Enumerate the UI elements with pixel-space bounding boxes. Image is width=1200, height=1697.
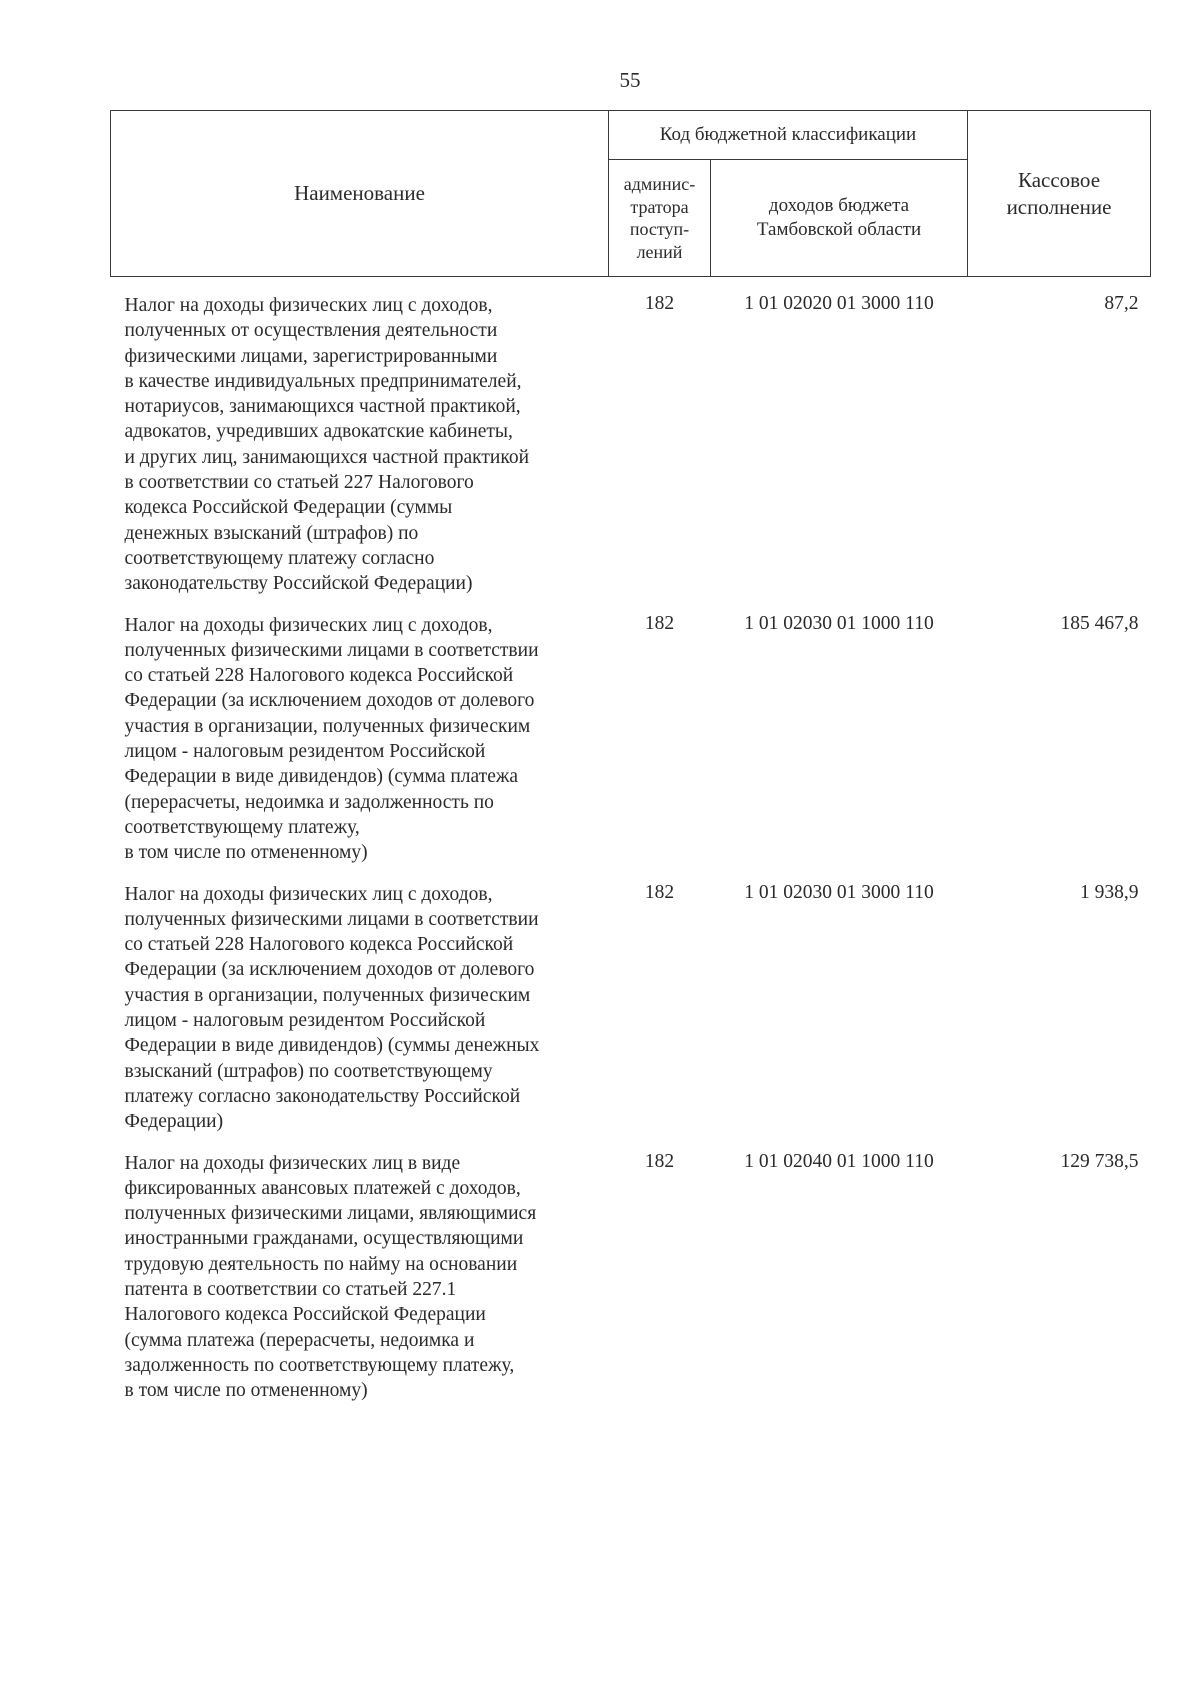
row-name-line: физическими лицами, зарегистрированными [124,345,498,367]
row-name [111,277,609,597]
row-name-line: платежу согласно законодательству Российской [124,1085,521,1107]
row-name-line: Налог на доходы физических лиц с доходов, [124,295,493,316]
row-name-line: со статьей 228 Налогового кодекса Российской [124,934,514,956]
row-name-line: Налогового кодекса Российской Федерации [124,1304,486,1326]
row-admin-code: 182 [644,1150,675,1172]
row-name [111,866,609,1135]
row-name-line: в том числе по отмененному) [124,842,368,864]
row-name-line: Федерации (за исключением доходов от долевого [124,959,535,981]
header-execution-line: Кассовое [1017,168,1101,193]
row-name-line: соответствующему платежу, [124,816,360,838]
header-execution-line: исполнение [1006,194,1112,219]
row-name-line: в том числе по отмененному) [124,1380,368,1402]
row-name-line: адвокатов, учредивших адвокатские кабинеты, [124,421,513,443]
row-name-line: патента в соответствии со статьей 227.1 [124,1278,457,1300]
row-name-line: иностранными гражданами, осуществляющими [124,1228,524,1250]
row-income-code: 1 01 02040 01 1000 110 [744,1150,934,1172]
table-row [111,866,1151,1135]
row-name-line: в качестве индивидуальных предпринимателей, [124,370,522,392]
header-name: Наименование [111,111,609,277]
row-name-line: трудовую деятельность по найму на основании [124,1253,518,1275]
header-admin-line: лений [636,241,683,262]
row-name-line: нотариусов, занимающихся частной практикой, [124,396,521,418]
header-income [711,160,968,277]
row-name-line: фиксированных авансовых платежей с доходов, [124,1177,521,1199]
row-name-line: кодекса Российской Федерации (суммы [124,497,453,519]
table-header [111,111,1151,277]
header-admin-line: поступ- [629,219,690,239]
row-name-line: участия в организации, полученных физическим [124,715,531,737]
row-name-line: Налог на доходы физических лиц в виде [124,1152,461,1174]
row-name-line: и других лиц, занимающихся частной практикой [124,446,530,468]
row-name [111,597,609,866]
row-name-line: законодательству Российской Федерации) [124,573,473,595]
page-number: 55 [619,68,641,92]
table-row [111,597,1151,866]
row-name-line: полученных от осуществления деятельности [124,320,498,342]
row-name-line: Федерации (за исключением доходов от долевого [124,690,535,712]
row-name-line: соответствующему платежу согласно [124,547,435,569]
row-amount: 1 938,9 [1080,881,1139,903]
row-name [111,1135,609,1404]
row-income-code: 1 01 02020 01 3000 110 [744,293,934,314]
header-income-line: доходов бюджета [768,195,910,217]
header-income-line: Тамбовской области [756,219,922,240]
row-income-code: 1 01 02030 01 1000 110 [744,612,934,634]
row-name-line: участия в организации, полученных физическим [124,984,531,1006]
row-name-line: Федерации в виде дивидендов) (суммы денежных [124,1035,540,1057]
row-name-line: лицом - налоговым резидентом Российской [124,741,486,763]
budget-table [110,110,1151,1403]
header-execution [968,111,1151,277]
table-body [111,277,1151,1404]
row-amount: 87,2 [1104,293,1139,314]
row-name-line: со статьей 228 Налогового кодекса Российской [124,665,514,687]
table-row [111,277,1151,597]
row-amount: 129 738,5 [1060,1150,1139,1172]
row-name-line: Налог на доходы физических лиц с доходов, [124,614,493,636]
row-name-line: Налог на доходы физических лиц с доходов, [124,883,493,905]
row-name-line: полученных физическими лицами в соответствии [124,639,539,661]
row-name-line: денежных взысканий (штрафов) по [124,522,419,544]
row-name-line: Федерации в виде дивидендов) (сумма платежа [124,766,518,788]
row-name-line: (перерасчеты, недоимка и задолженность по [124,791,494,813]
row-admin-code: 182 [644,881,675,903]
row-income-code: 1 01 02030 01 3000 110 [744,881,934,903]
row-name-line: лицом - налоговым резидентом Российской [124,1010,486,1032]
table-row [111,1135,1151,1404]
row-name-line: полученных физическими лицами, являющимися [124,1203,537,1225]
row-name-line: задолженность по соответствующему платежу, [124,1354,515,1376]
row-admin-code: 182 [644,612,675,634]
row-name-line: Федерации) [124,1111,224,1133]
row-amount: 185 467,8 [1060,612,1139,634]
row-admin-code: 182 [644,293,675,314]
row-name-line: (сумма платежа (перерасчеты, недоимка и [124,1329,475,1351]
row-name-line: в соответствии со статьей 227 Налогового [124,472,474,494]
header-admin-line: тратора [630,196,689,217]
header-admin-line: админис- [623,174,696,194]
row-name-line: взысканий (штрафов) по соответствующему [124,1060,493,1082]
row-name-line: полученных физическими лицами в соответствии [124,908,539,930]
header-admin [609,160,711,277]
header-kbk: Код бюджетной классификации [609,111,968,160]
